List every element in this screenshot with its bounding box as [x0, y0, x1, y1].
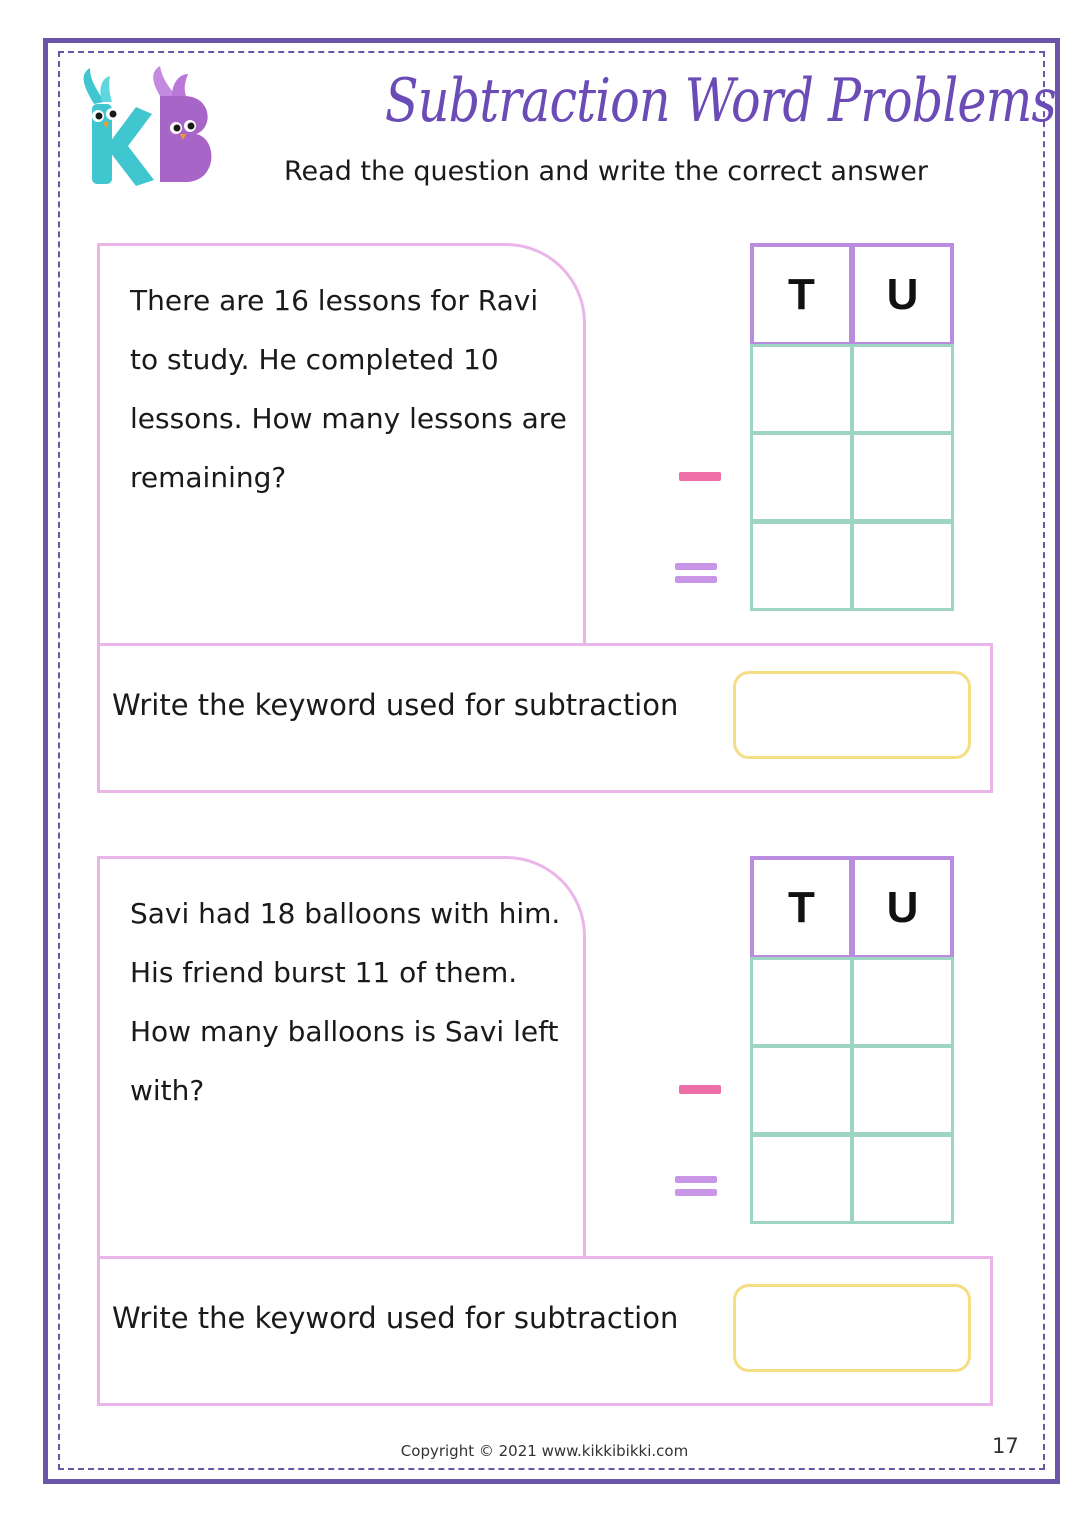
keyword-prompt: Write the keyword used for subtraction — [112, 1301, 679, 1335]
tens-column-header: T — [750, 856, 853, 959]
grid-cell-units-row1[interactable] — [851, 957, 954, 1047]
footer-copyright: Copyright © 2021 www.kikkibikki.com — [400, 1442, 689, 1460]
kikkibikki-logo — [76, 62, 226, 192]
page-subtitle: Read the question and write the correct answer — [284, 156, 928, 187]
tens-units-grid — [750, 856, 955, 1225]
tens-column-header: T — [750, 243, 853, 346]
tens-units-grid — [750, 243, 955, 612]
grid-cell-tens-row1[interactable] — [750, 957, 853, 1047]
grid-cell-tens-row2[interactable] — [750, 1045, 853, 1135]
logo-letter-b — [153, 66, 211, 182]
grid-cell-units-row2[interactable] — [851, 432, 954, 522]
equals-sign-icon — [675, 1176, 717, 1198]
keyword-answer-box[interactable] — [733, 1284, 971, 1372]
grid-cell-units-row3[interactable] — [851, 1134, 954, 1224]
equals-sign-icon — [675, 563, 717, 585]
grid-cell-units-row3[interactable] — [851, 521, 954, 611]
grid-cell-tens-row2[interactable] — [750, 432, 853, 522]
story-text: Savi had 18 balloons with him. His friend burst 11 of them. How many balloons is Savi left with? — [130, 897, 561, 1107]
grid-cell-tens-row3[interactable] — [750, 521, 853, 611]
grid-cell-units-row2[interactable] — [851, 1045, 954, 1135]
minus-sign-icon — [679, 472, 721, 481]
units-column-header: U — [851, 856, 954, 959]
grid-cell-tens-row3[interactable] — [750, 1134, 853, 1224]
page-number: 17 — [992, 1434, 1019, 1458]
grid-cell-tens-row1[interactable] — [750, 344, 853, 434]
page-title: Subtraction Word Problems — [384, 66, 1056, 136]
units-column-header: U — [851, 243, 954, 346]
minus-sign-icon — [679, 1085, 721, 1094]
grid-cell-units-row1[interactable] — [851, 344, 954, 434]
keyword-prompt: Write the keyword used for subtraction — [112, 688, 679, 722]
story-text: There are 16 lessons for Ravi to study. He completed 10 lessons. How many lessons are remaining? — [130, 284, 567, 494]
keyword-answer-box[interactable] — [733, 671, 971, 759]
logo-letter-k — [84, 68, 154, 186]
